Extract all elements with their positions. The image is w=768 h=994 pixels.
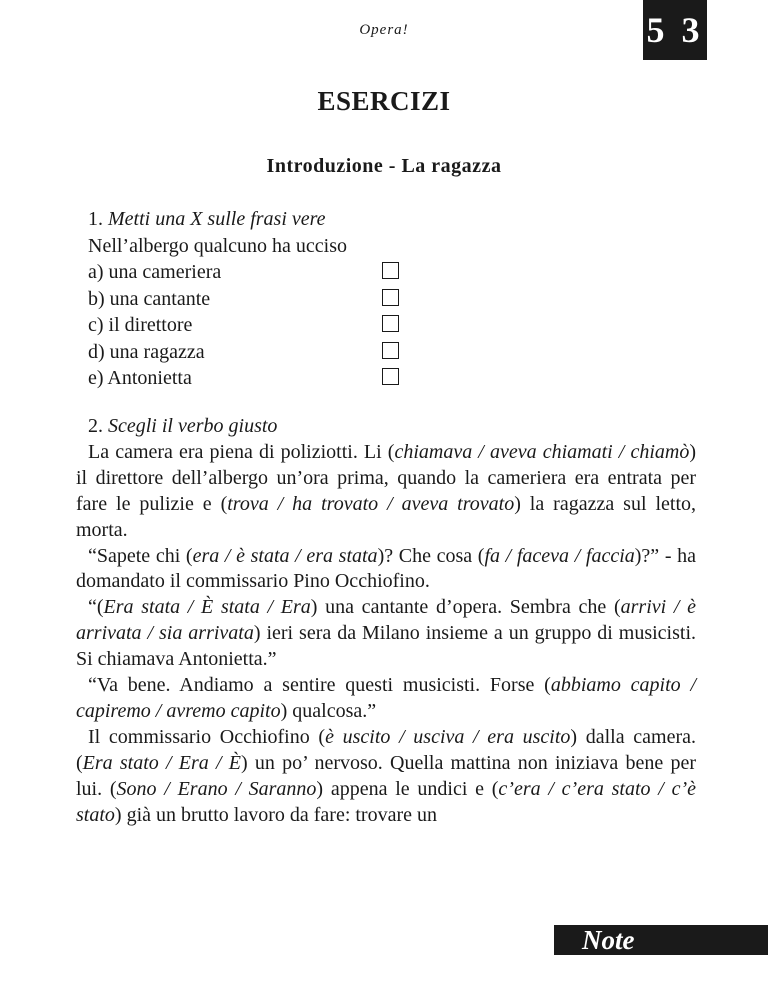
verb-choice: chiamava / aveva chiamati / chiamò [394,440,690,463]
checkbox-option-e[interactable] [382,368,399,385]
text-run: Il commissario Occhiofino ( [88,725,326,748]
exercise-2-instruction: Scegli il verbo giusto [108,415,278,437]
exercise-1-question: Nell’albergo qualcuno ha ucciso [88,234,347,257]
option-row-c [88,312,418,339]
text-run: ) un po’ nervoso. Quella mattina non iniziava bene per lui. ( [76,751,696,800]
verb-choice: Sono / Erano / Saranno [116,777,317,800]
text-run: “Sapete chi ( [88,544,193,567]
text-run: )?” - ha domandato il commissario Pino Occhiofino. [76,544,697,593]
exercise-2-paragraph [76,440,696,544]
exercise-2-paragraph [76,544,696,596]
text-run: ) appena le undici e ( [316,777,499,800]
exercise-2-number: 2. [88,415,103,437]
text-run: “( [88,596,104,619]
text-run: La camera era piena di poliziotti. Li ( [88,440,395,463]
option-label: c) il direttore [88,314,193,336]
text-run: )? Che cosa ( [377,544,485,567]
option-row-a [88,259,418,286]
option-label: b) una cantante [88,287,211,310]
exercise-1-instruction: Metti una X sulle frasi vere [108,208,326,230]
exercise-subtitle: Introduzione - La ragazza [266,155,502,177]
checkbox-option-b[interactable] [382,289,399,306]
text-run: ) il direttore dell’albergo un’ora prima, quando la cameriera era entrata per fare le pulizie e ( [76,440,696,515]
verb-choice: fa / faceva / faccia [484,544,635,567]
exercise-2-paragraph [76,673,696,725]
text-run: ) la ragazza sul letto, morta. [76,492,697,541]
running-header-title: Opera! [359,22,409,38]
option-row-e [88,365,418,392]
exercise-2-paragraph [76,595,696,673]
exercise-1 [88,206,418,392]
checkbox-option-a[interactable] [382,262,399,279]
option-label: e) Antonietta [88,367,192,389]
verb-choice: Era stata / È stata / Era [103,596,311,619]
checkbox-option-d[interactable] [382,342,399,359]
verb-choice: abbiamo capito / capiremo / avremo capito [76,674,697,722]
page-number: 5 3 [643,0,707,60]
text-run: “Va bene. Andiamo a sentire questi musicisti. Forse ( [88,674,551,697]
exercise-1-number: 1. [88,208,103,230]
text-run: ) dalla camera. ( [76,725,696,774]
exercise-2-heading [76,414,696,440]
verb-choice: trova / ha trovato / aveva trovato [227,492,515,515]
exercise-2 [76,414,696,829]
exercise-1-heading [88,206,418,233]
text-run: ) ieri sera da Milano insieme a un gruppo di musicisti. Si chiamava Antonietta.” [76,622,697,671]
verb-choice: arrivi / è arrivata / sia arrivata [76,596,696,645]
verb-choice: era / è stata / era stata [192,544,378,567]
exercise-2-paragraph [76,725,696,829]
verb-choice: è uscito / usciva / era uscito [325,725,571,748]
verb-choice: Era stato / Era / È [82,751,241,774]
option-row-d [88,339,418,366]
verb-choice: c’era / c’era stato / c’è stato [76,777,696,826]
text-run: ) qualcosa.” [280,699,377,722]
option-label: a) una cameriera [88,261,222,283]
option-label: d) una ragazza [88,340,205,363]
text-run: ) già un brutto lavoro da fare: trovare un [114,803,438,826]
note-label: Note [554,925,768,955]
option-row-b [88,286,418,313]
text-run: ) una cantante d’opera. Sembra che ( [310,596,621,619]
checkbox-option-c[interactable] [382,315,399,332]
section-title: ESERCIZI [317,86,451,116]
